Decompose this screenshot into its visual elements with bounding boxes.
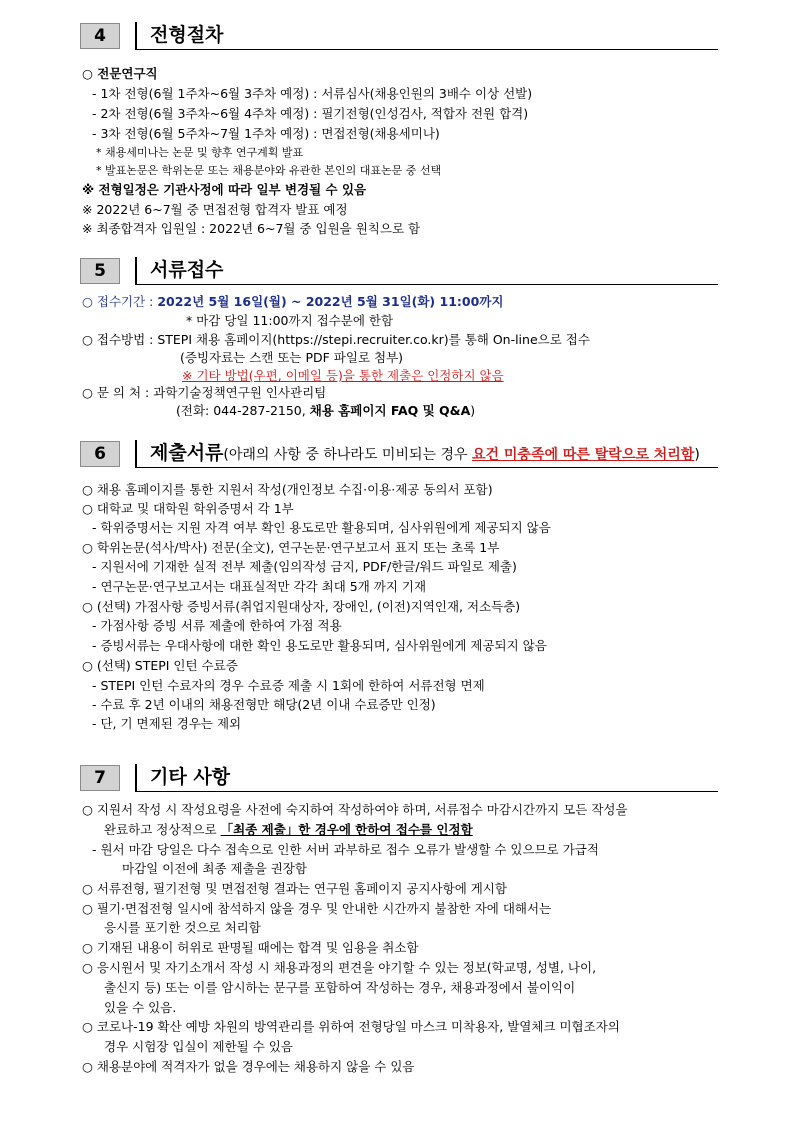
- text-line: - 3차 전형(6월 5주차~7월 1주차 예정) : 면접전형(채용세미나): [92, 126, 440, 141]
- text-line: ○ 채용 홈페이지를 통한 지원서 작성(개인정보 수집·이용·제공 동의서 포함): [82, 482, 493, 497]
- section-header-7: [80, 760, 718, 790]
- section-divider: [135, 764, 137, 792]
- text-line: 있을 수 있음.: [104, 1000, 177, 1015]
- section-divider: [135, 440, 137, 468]
- text-line: [176, 401, 475, 420]
- text-line: ○ 필기·면접전형 일시에 참석하지 않을 경우 및 안내한 시간까지 불참한 자에 대해서는: [82, 901, 552, 916]
- section-title-end: ): [694, 447, 700, 463]
- text-line: - 증빙서류는 우대사항에 대한 확인 용도로만 활용되며, 심사위원에게 제공되지 않음: [92, 638, 547, 653]
- section-number: 7: [80, 765, 120, 791]
- text-line: [82, 292, 503, 311]
- text-line: ※ 전형일정은 기관사정에 따라 일부 변경될 수 있음: [82, 182, 367, 197]
- contact-phone: (전화: 044-287-2150,: [176, 403, 310, 418]
- text-line: - 원서 마감 당일은 다수 접속으로 인한 서버 과부하로 접수 오류가 발생할 수 있으므로 가급적: [92, 842, 599, 857]
- section-title-warning: 요건 미충족에 따른 탈락으로 처리함: [471, 447, 695, 463]
- section-title-sub: (아래의 사항 중 하나라도 미비되는 경우: [223, 447, 472, 463]
- text-line: ○ 대학교 및 대학원 학위증명서 각 1부: [82, 501, 294, 516]
- section-rule: [135, 49, 718, 50]
- text-line: ○ 지원서 작성 시 작성요령을 사전에 숙지하여 작성하여야 하며, 서류접수 마감시간까지 모든 작성을: [82, 802, 628, 817]
- section-divider: [135, 22, 137, 50]
- section-header-6: [80, 436, 718, 466]
- final-submission-note: 「최종 제출」한 경우에 한하여 접수를 인정함: [220, 822, 473, 837]
- text-line: ○ 서류전형, 필기전형 및 면접전형 결과는 연구원 홈페이지 공지사항에 게시함: [82, 881, 507, 896]
- text-line: ○ 응시원서 및 자기소개서 작성 시 채용과정의 편견을 야기할 수 있는 정보(학교명, 성별, 나이,: [82, 960, 597, 975]
- section-number: 5: [80, 258, 120, 284]
- section-rule: [135, 284, 718, 285]
- text-line: ○ 코로나-19 확산 예방 차원의 방역관리를 위하여 전형당일 마스크 미착용자, 발열체크 미협조자의: [82, 1019, 620, 1034]
- section-title: 기타 사항: [150, 766, 231, 788]
- warning-line: ※ 기타 방법(우편, 이메일 등)을 통한 제출은 인정하지 않음: [182, 368, 504, 383]
- text-line: - STEPI 인턴 수료자의 경우 수료증 제출 시 1회에 한하여 서류전형 면제: [92, 678, 485, 693]
- application-period: 2022년 5월 16일(월) ~ 2022년 5월 31일(화) 11:00까지: [157, 294, 504, 309]
- text-line: * 채용세미나는 논문 및 향후 연구계획 발표: [96, 146, 304, 159]
- section-number: 4: [80, 23, 120, 49]
- text-line: - 학위증명서는 지원 자격 여부 확인 용도로만 활용되며, 심사위원에게 제공되지 않음: [92, 520, 551, 535]
- text-line: - 지원서에 기재한 실적 전부 제출(임의작성 금지, PDF/한글/워드 파일로 제출): [92, 559, 517, 574]
- text-line: ○ 학위논문(석사/박사) 전문(全文), 연구논문·연구보고서 표지 또는 초록 1부: [82, 540, 500, 555]
- text-plain: 완료하고 정상적으로: [104, 822, 221, 837]
- text-line: ※ 2022년 6~7월 중 면접전형 합격자 발표 예정: [82, 202, 348, 217]
- section-title: 전형절차: [150, 24, 224, 46]
- section-divider: [135, 257, 137, 285]
- text-line: ○ (선택) 가점사항 증빙서류(취업지원대상자, 장애인, (이전)지역인재, 저소득층): [82, 599, 521, 614]
- text-line: ※ 최종합격자 입원일 : 2022년 6~7월 중 입원을 원칙으로 함: [82, 221, 421, 236]
- section-header-4: [80, 18, 718, 48]
- section-number: 6: [80, 441, 120, 467]
- section-rule: [135, 791, 718, 792]
- text-line: - 2차 전형(6월 3주차~6월 4주차 예정) : 필기전형(인성검사, 적합자 전원 합격): [92, 106, 529, 121]
- label: ○ 접수기간 :: [82, 294, 158, 309]
- text-line: - 연구논문·연구보고서는 대표실적만 각각 최대 5개 까지 기재: [92, 579, 427, 594]
- text-line: ○ 채용분야에 적격자가 없을 경우에는 채용하지 않을 수 있음: [82, 1059, 415, 1074]
- text-line: - 1차 전형(6월 1주차~6월 3주차 예정) : 서류심사(채용인원의 3배수 이상 선발): [92, 86, 533, 101]
- text-line: 출신지 등) 또는 이를 암시하는 문구를 포함하여 작성하는 경우, 채용과정에서 불이익이: [104, 980, 576, 995]
- section-rule: [135, 467, 718, 468]
- contact-faq: 채용 홈페이지 FAQ 및 Q&A: [309, 403, 471, 418]
- text-line: ○ 기재된 내용이 허위로 판명될 때에는 합격 및 임용을 취소함: [82, 940, 419, 955]
- section-title-main: 제출서류: [150, 442, 224, 464]
- text-line: ○ 접수방법 : STEPI 채용 홈페이지(https://stepi.recruiter.co.kr)를 통해 On-line으로 접수: [82, 332, 590, 347]
- text-line: 경우 시험장 입실이 제한될 수 있음: [104, 1039, 293, 1054]
- text-line: * 마감 당일 11:00까지 접수분에 한함: [186, 313, 394, 328]
- text-line: ○ 전문연구직: [82, 66, 158, 81]
- text-line: - 수료 후 2년 이내의 채용전형만 해당(2년 이내 수료증만 인정): [92, 697, 436, 712]
- text-line: (증빙자료는 스캔 또는 PDF 파일로 첨부): [180, 350, 404, 365]
- text-line: - 단, 기 면제된 경우는 제외: [92, 716, 242, 731]
- section-title: 서류접수: [150, 259, 224, 281]
- text-line: ○ 문 의 처 : 과학기술정책연구원 인사관리팀: [82, 385, 327, 400]
- section-header-5: [80, 253, 718, 283]
- text-line: * 발표논문은 학위논문 또는 채용분야와 유관한 본인의 대표논문 중 선택: [96, 164, 442, 177]
- text-end: ): [470, 403, 476, 418]
- text-line: ○ (선택) STEPI 인턴 수료증: [82, 658, 238, 673]
- text-line: - 가점사항 증빙 서류 제출에 한하여 가점 적용: [92, 618, 342, 633]
- text-line: 응시를 포기한 것으로 처리함: [104, 920, 261, 935]
- text-line: 마감일 이전에 최종 제출을 권장함: [122, 861, 307, 876]
- text-line: [104, 820, 473, 839]
- section-title: [150, 441, 700, 467]
